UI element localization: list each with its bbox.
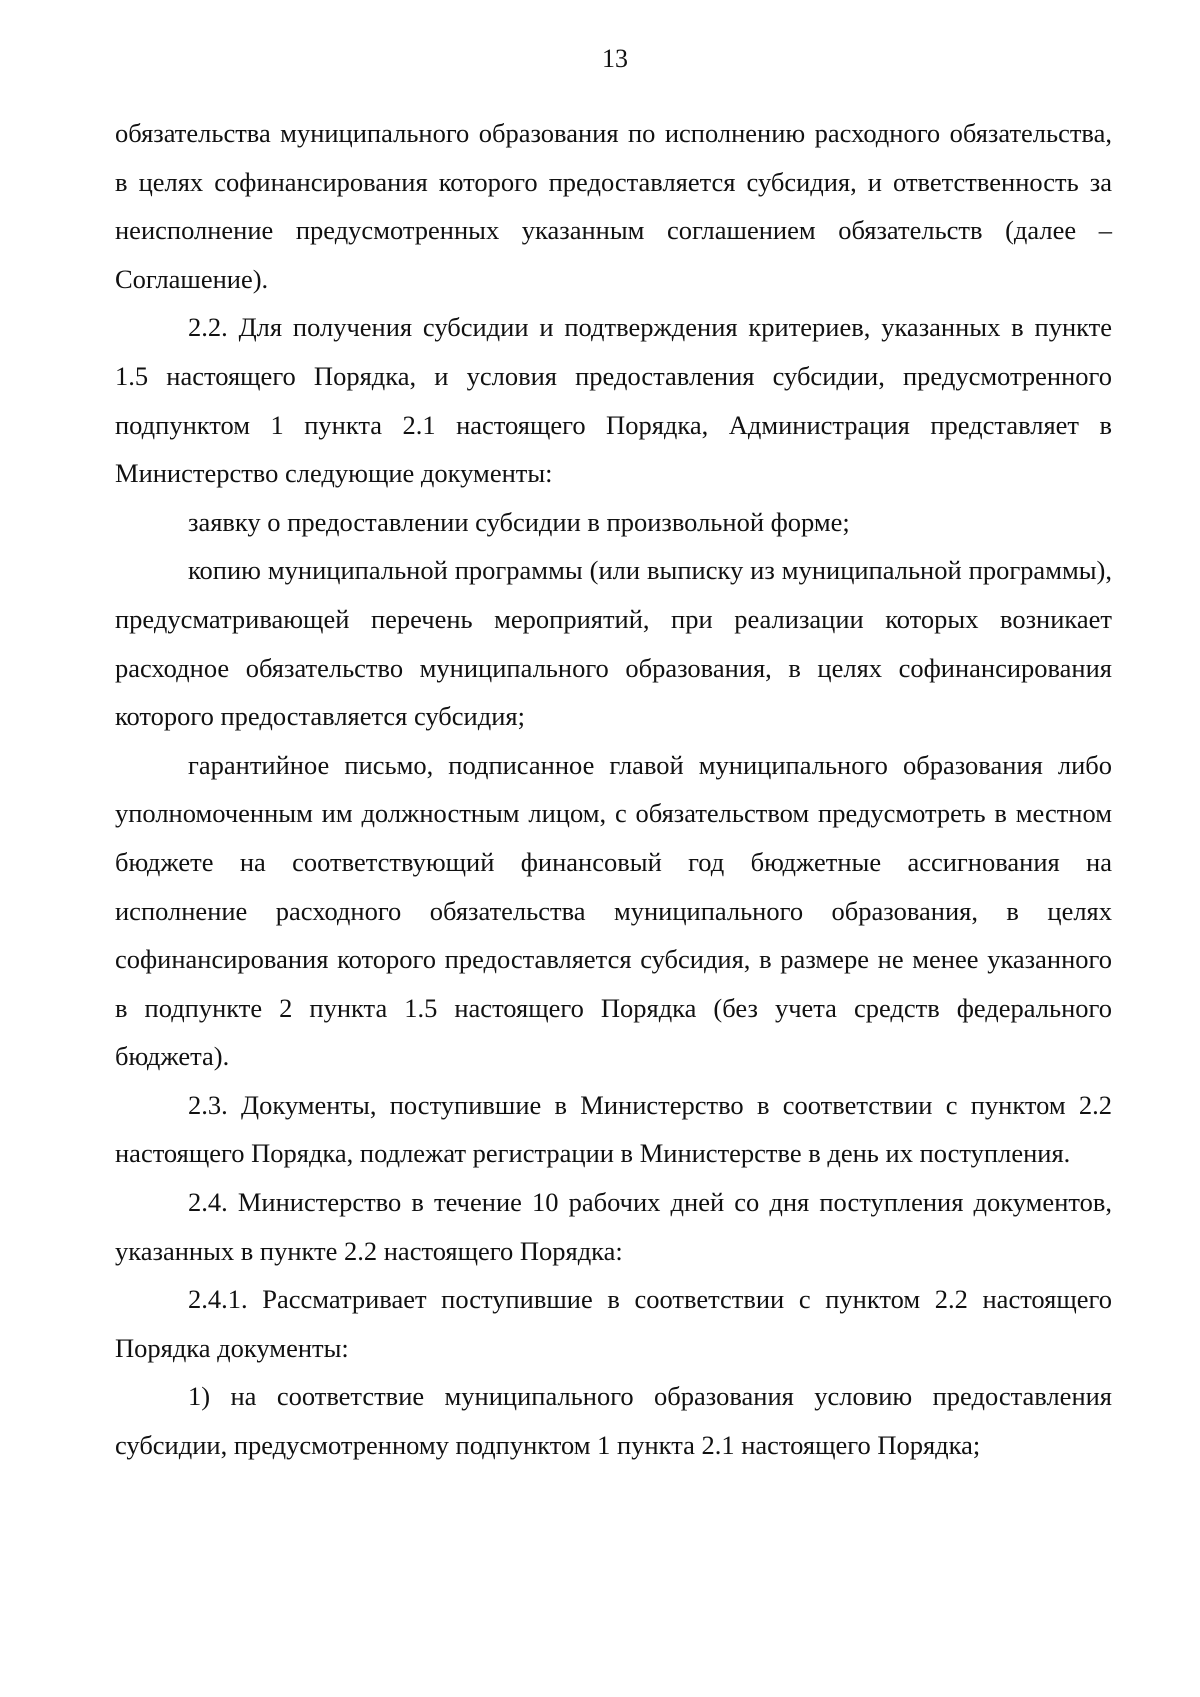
document-body — [115, 109, 1112, 1470]
paragraph-2-2: 2.2. Для получения субсидии и подтверждения критериев, указанных в пункте 1.5 настоящего Порядка, и условия предоставления субсидии, предусмотренного подпунктом 1 пункта 2.1 настоящего Порядка, Администрация представляет в Министерство следующие документы: — [115, 312, 1112, 489]
paragraph-application-item: заявку о предоставлении субсидии в произвольной форме; — [188, 506, 850, 537]
paragraph-2-4-1: 2.4.1. Рассматривает поступившие в соответствии с пунктом 2.2 настоящего Порядка документы: — [115, 1284, 1112, 1363]
page-number: 13 — [602, 44, 628, 73]
paragraph-program-copy-item: копию муниципальной программы (или выписку из муниципальной программы), предусматривающей перечень мероприятий, при реализации которых возникает расходное обязательство муниципального образования, в целях софинансирования которого предоставляется субсидия; — [115, 555, 1112, 732]
paragraph-2-3: 2.3. Документы, поступившие в Министерство в соответствии с пунктом 2.2 настоящего Порядка, подлежат регистрации в Министерстве в день их поступления. — [115, 1089, 1112, 1169]
paragraph-obligations-continuation: обязательства муниципального образования по исполнению расходного обязательства, в целях софинансирования которого предоставляется субсидия, и ответственность за неисполнение предусмотренных указанным соглашением обязательств (далее – Соглашение). — [115, 118, 1112, 294]
paragraph-2-4: 2.4. Министерство в течение 10 рабочих дней со дня поступления документов, указанных в пункте 2.2 настоящего Порядка: — [115, 1187, 1112, 1266]
paragraph-item-1: 1) на соответствие муниципального образования условию предоставления субсидии, предусмотренному подпунктом 1 пункта 2.1 настоящего Порядка; — [115, 1381, 1112, 1461]
paragraph-guarantee-letter-item: гарантийное письмо, подписанное главой муниципального образования либо уполномоченным им должностным лицом, с обязательством предусмотреть в местном бюджете на соответствующий финансовый год бюджетные ассигнования на исполнение расходного обязательства муниципального образования, в целях софинансирования которого предоставляется субсидия, в размере не менее указанного в подпункте 2 пункта 1.5 настоящего Порядка (без учета средств федерального бюджета). — [115, 749, 1112, 1072]
